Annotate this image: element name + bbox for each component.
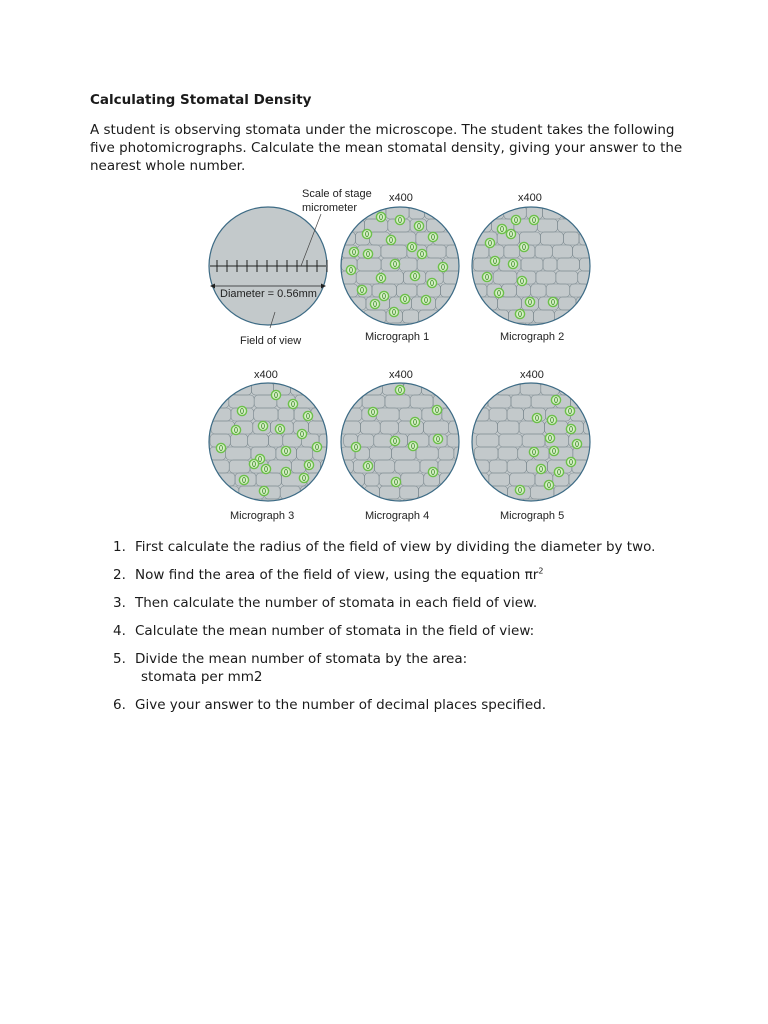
stoma [545, 433, 554, 442]
epidermal-cell [431, 323, 455, 336]
epidermal-cell [584, 219, 604, 232]
stoma [421, 295, 430, 304]
step-number: 4. [113, 623, 126, 639]
intro-paragraph: A student is observing stomata under the microscope. The student takes the following five photomicrographs. Calculate the mean stomatal density, giving your answer to the nearest whole number. [90, 122, 683, 174]
stoma [572, 439, 581, 448]
stoma [517, 276, 526, 285]
epidermal-cell [345, 486, 365, 499]
stoma [519, 242, 528, 251]
stoma [346, 265, 355, 274]
stoma [216, 443, 225, 452]
magnification-label-4: x400 [389, 369, 413, 381]
epidermal-cell [317, 395, 339, 408]
epidermal-cell [441, 382, 459, 395]
stoma [547, 415, 556, 424]
field-of-view-label: Field of view [240, 335, 302, 347]
stoma [390, 436, 399, 445]
micrograph-1 [339, 206, 482, 336]
stoma [417, 249, 426, 258]
epidermal-cell [588, 499, 604, 512]
epidermal-cell [573, 499, 589, 512]
stoma [529, 215, 538, 224]
micrograph-caption-3: Micrograph 3 [230, 510, 295, 522]
step-number: 5. [113, 651, 126, 667]
stoma [410, 417, 419, 426]
step-item [113, 622, 733, 640]
epidermal-cell [320, 460, 345, 473]
stoma [551, 395, 560, 404]
stoma [362, 229, 371, 238]
step-text: Give your answer to the number of decimal places specified. [135, 697, 546, 713]
epidermal-cell [457, 499, 476, 512]
epidermal-cell [460, 408, 477, 421]
stoma [275, 424, 284, 433]
epidermal-cell [321, 486, 336, 499]
stoma [497, 224, 506, 233]
stoma [363, 249, 372, 258]
epidermal-cell [583, 206, 604, 219]
epidermal-cell [322, 473, 339, 486]
stoma [379, 291, 388, 300]
step-subtext: stomata per mm2 [141, 669, 263, 685]
scale-label-line2: micrometer [302, 202, 358, 214]
stoma [515, 485, 524, 494]
micrograph-caption-4: Micrograph 4 [365, 510, 430, 522]
step-number: 3. [113, 595, 126, 611]
stoma [565, 406, 574, 415]
instruction-list [113, 538, 733, 724]
stoma [566, 424, 575, 433]
micrograph-caption-2: Micrograph 2 [500, 331, 565, 343]
epidermal-cell [208, 382, 233, 395]
stoma [482, 272, 491, 281]
step-text: Now find the area of the field of view, using the equation πr [135, 567, 539, 583]
stoma [525, 297, 534, 306]
step-text: First calculate the radius of the field of view by dividing the diameter by two. [135, 539, 656, 555]
epidermal-cell [341, 323, 363, 336]
stoma [281, 446, 290, 455]
stoma [511, 215, 520, 224]
epidermal-cell [592, 245, 604, 258]
stoma [544, 480, 553, 489]
stoma [408, 441, 417, 450]
stoma [548, 297, 557, 306]
stoma [370, 299, 379, 308]
field-of-view-disc [209, 207, 327, 328]
page-title: Calculating Stomatal Density [90, 92, 312, 108]
epidermal-cell [316, 382, 335, 395]
stoma [376, 212, 385, 221]
stoma [566, 457, 575, 466]
micrograph-figure [204, 182, 604, 527]
epidermal-cell [589, 460, 604, 473]
epidermal-cell [439, 310, 457, 323]
epidermal-cell [338, 382, 361, 395]
epidermal-cell [585, 323, 604, 336]
micrograph-figure-svg [204, 182, 604, 527]
step-number: 1. [113, 539, 126, 555]
step-number: 2. [113, 567, 126, 583]
step-item [113, 566, 733, 584]
step-superscript: 2 [538, 566, 544, 576]
epidermal-cell [345, 310, 363, 323]
epidermal-cell [565, 323, 585, 336]
stoma [515, 309, 524, 318]
stoma [239, 475, 248, 484]
stoma [258, 421, 267, 430]
stoma [529, 447, 538, 456]
epidermal-cell [457, 310, 478, 323]
magnification-label-2: x400 [518, 192, 542, 204]
stoma [261, 464, 270, 473]
epidermal-cell [458, 284, 475, 297]
stoma [389, 307, 398, 316]
stoma [532, 413, 541, 422]
stoma [304, 460, 313, 469]
step-number: 6. [113, 697, 126, 713]
stoma [506, 229, 515, 238]
stoma [237, 406, 246, 415]
epidermal-cell [470, 486, 486, 499]
stoma [297, 429, 306, 438]
epidermal-cell [305, 499, 327, 512]
stoma [427, 278, 436, 287]
epidermal-cell [589, 382, 604, 395]
scale-label-line1: Scale of stage [302, 188, 372, 200]
epidermal-cell [470, 310, 485, 323]
stoma [395, 215, 404, 224]
step-item [113, 594, 733, 612]
epidermal-cell [446, 219, 464, 232]
magnification-label-5: x400 [520, 369, 544, 381]
stoma [554, 467, 563, 476]
stoma [288, 399, 297, 408]
epidermal-cell [459, 382, 475, 395]
step-text: Divide the mean number of stomata by the area: [135, 651, 468, 667]
step-item [113, 538, 733, 556]
epidermal-cell [441, 499, 457, 512]
epidermal-cell [449, 206, 471, 219]
epidermal-cell [588, 284, 604, 297]
epidermal-cell [340, 499, 364, 512]
stoma [438, 262, 447, 271]
micrograph-caption-1: Micrograph 1 [365, 331, 430, 343]
epidermal-cell [458, 460, 473, 473]
stoma [407, 242, 416, 251]
stoma [386, 235, 395, 244]
stoma [395, 385, 404, 394]
epidermal-cell [577, 310, 596, 323]
epidermal-cell [458, 297, 479, 310]
magnification-label-3: x400 [254, 369, 278, 381]
micrograph-4 [338, 382, 477, 512]
stoma [259, 486, 268, 495]
stoma [508, 259, 517, 268]
stoma [363, 461, 372, 470]
stoma [351, 442, 360, 451]
stoma [428, 467, 437, 476]
magnification-label-1: x400 [389, 192, 413, 204]
stoma [485, 238, 494, 247]
stoma [281, 467, 290, 476]
epidermal-cell [587, 473, 604, 486]
stoma [249, 459, 258, 468]
stoma [231, 425, 240, 434]
stoma [410, 271, 419, 280]
stoma [432, 405, 441, 414]
epidermal-cell [471, 323, 495, 336]
stoma [299, 473, 308, 482]
diameter-label: Diameter = 0.56mm [220, 288, 317, 300]
epidermal-cell [592, 395, 604, 408]
step-item [113, 696, 733, 714]
stoma [376, 273, 385, 282]
micrograph-2 [469, 206, 604, 336]
epidermal-cell [472, 206, 488, 219]
epidermal-cell [327, 499, 349, 512]
stoma [536, 464, 545, 473]
micrograph-5 [470, 382, 604, 512]
stoma [549, 446, 558, 455]
micrograph-3 [206, 382, 353, 512]
stoma [368, 407, 377, 416]
epidermal-cell [574, 382, 590, 395]
step-text: Calculate the mean number of stomata in the field of view: [135, 623, 535, 639]
step-item [113, 650, 733, 686]
stoma [357, 285, 366, 294]
stoma [414, 221, 423, 230]
step-text: Then calculate the number of stomata in each field of view. [135, 595, 538, 611]
epidermal-cell [454, 473, 478, 486]
stoma [433, 434, 442, 443]
stoma [490, 256, 499, 265]
epidermal-cell [476, 382, 496, 395]
stoma [390, 259, 399, 268]
stoma [312, 442, 321, 451]
epidermal-cell [207, 499, 226, 512]
epidermal-cell [475, 499, 498, 512]
stoma [428, 232, 437, 241]
stoma [271, 390, 280, 399]
stoma [494, 288, 503, 297]
epidermal-cell [576, 486, 596, 499]
stoma [391, 477, 400, 486]
stoma [303, 411, 312, 420]
micrograph-caption-5: Micrograph 5 [500, 510, 565, 522]
epidermal-cell [455, 323, 479, 336]
epidermal-cell [452, 395, 470, 408]
stoma [349, 247, 358, 256]
stoma [400, 294, 409, 303]
epidermal-cell [444, 486, 465, 499]
